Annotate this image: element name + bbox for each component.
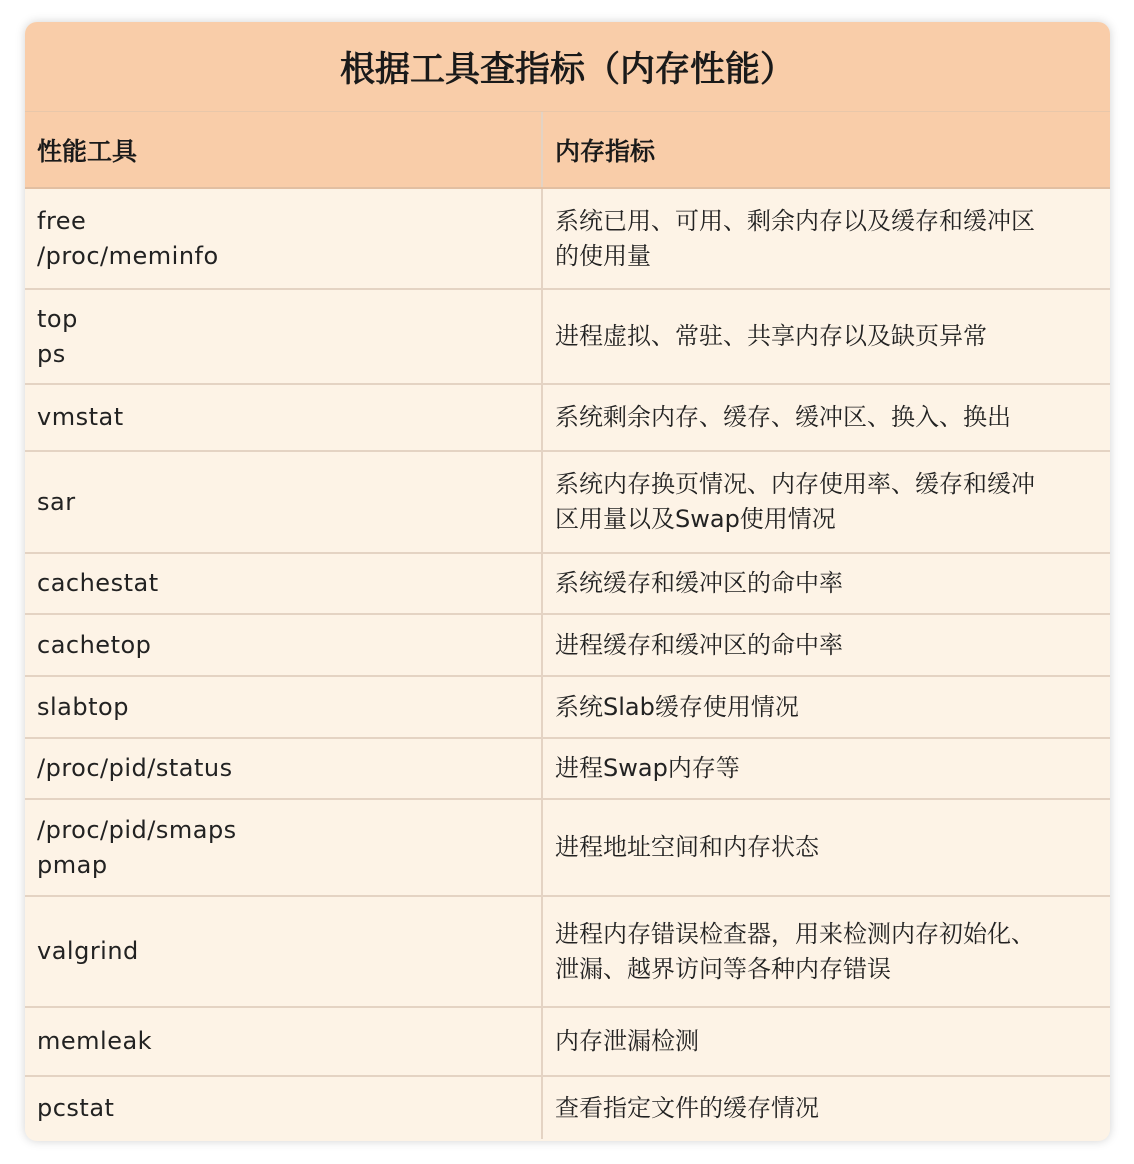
memory-tools-table	[25, 112, 1110, 1139]
metric-cell	[542, 738, 1110, 799]
metric-text: 系统剩余内存、缓存、缓冲区、换入、换出	[555, 403, 1011, 431]
table-title: 根据工具查指标（内存性能）	[25, 22, 1110, 112]
table-row	[25, 384, 1110, 451]
tool-cell	[25, 289, 542, 384]
metric-cell	[542, 799, 1110, 896]
tool-name: top	[37, 304, 78, 333]
metric-text: 区用量以及Swap使用情况	[555, 505, 836, 533]
table-row	[25, 676, 1110, 738]
metric-cell	[542, 1007, 1110, 1076]
table-row	[25, 738, 1110, 799]
metric-text: 的使用量	[555, 241, 651, 270]
tool-name: cachestat	[37, 569, 159, 597]
table-row	[25, 1076, 1110, 1139]
tool-name: /proc/pid/smaps	[37, 815, 237, 844]
header-tool: 性能工具	[25, 112, 542, 188]
tool-cell	[25, 896, 542, 1007]
tool-name: /proc/pid/status	[37, 754, 233, 782]
metric-text: 系统内存换页情况、内存使用率、缓存和缓冲	[555, 470, 1035, 498]
metric-text: 进程地址空间和内存状态	[555, 833, 819, 861]
tool-cell	[25, 799, 542, 896]
tool-name: free	[37, 206, 87, 235]
metric-text: 泄漏、越界访问等各种内存错误	[555, 954, 891, 983]
table-row	[25, 799, 1110, 896]
tool-cell	[25, 188, 542, 289]
tool-cell	[25, 676, 542, 738]
tool-cell	[25, 1007, 542, 1076]
table-body	[25, 188, 1110, 1139]
metric-text: 进程虚拟、常驻、共享内存以及缺页异常	[555, 322, 987, 350]
table-row	[25, 1007, 1110, 1076]
metric-text: 进程Swap内存等	[555, 754, 740, 782]
header-row	[25, 112, 1110, 188]
header-metric: 内存指标	[542, 112, 1110, 188]
metric-cell	[542, 614, 1110, 676]
metric-cell	[542, 451, 1110, 553]
tool-name: pcstat	[37, 1093, 115, 1122]
metric-cell	[542, 676, 1110, 738]
metric-cell	[542, 1076, 1110, 1139]
metric-text: 进程缓存和缓冲区的命中率	[555, 630, 843, 659]
tool-name: vmstat	[37, 403, 124, 431]
tool-cell	[25, 451, 542, 553]
metric-cell	[542, 289, 1110, 384]
tool-name: cachetop	[37, 630, 152, 659]
metric-text: 系统Slab缓存使用情况	[555, 692, 799, 721]
table-row	[25, 553, 1110, 614]
tool-name: slabtop	[37, 692, 129, 721]
tool-name: pmap	[37, 850, 108, 879]
tool-cell	[25, 384, 542, 451]
tool-name: /proc/meminfo	[37, 241, 219, 270]
metric-cell	[542, 188, 1110, 289]
metric-text: 系统缓存和缓冲区的命中率	[555, 569, 843, 597]
metric-text: 内存泄漏检测	[555, 1027, 699, 1055]
tool-cell	[25, 614, 542, 676]
table-row	[25, 614, 1110, 676]
metric-text: 系统已用、可用、剩余内存以及缓存和缓冲区	[555, 206, 1035, 235]
table-row	[25, 188, 1110, 289]
metric-text: 查看指定文件的缓存情况	[555, 1093, 819, 1122]
table-row	[25, 289, 1110, 384]
metric-cell	[542, 384, 1110, 451]
tool-name: memleak	[37, 1027, 153, 1055]
table-row	[25, 896, 1110, 1007]
table-row	[25, 451, 1110, 553]
metric-cell	[542, 553, 1110, 614]
tool-name: valgrind	[37, 937, 139, 965]
tool-cell	[25, 553, 542, 614]
metric-cell	[542, 896, 1110, 1007]
tool-cell	[25, 1076, 542, 1139]
tool-name: sar	[37, 487, 76, 516]
memory-tools-card	[25, 22, 1110, 1141]
tool-cell	[25, 738, 542, 799]
metric-text: 进程内存错误检查器，用来检测内存初始化、	[555, 919, 1035, 948]
tool-name: ps	[37, 339, 66, 368]
